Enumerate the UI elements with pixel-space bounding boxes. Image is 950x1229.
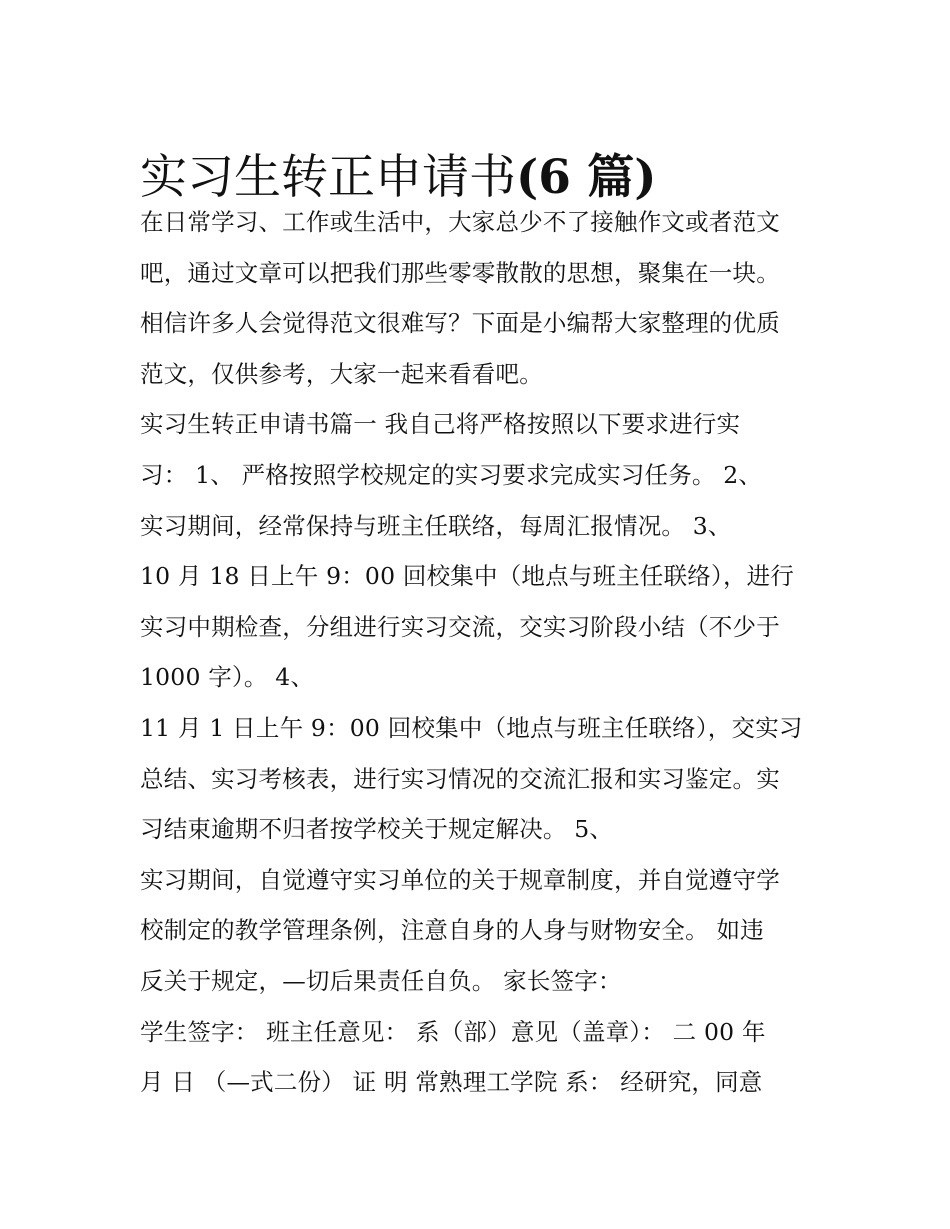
body-line: 1000 字）。 4、 [140,663,315,692]
body-line: 实习期间，自觉遵守实习单位的关于规章制度，并自觉遵守学 [140,865,780,894]
body-line: 11 月 1 日上午 9：00 回校集中（地点与班主任联络），交实习 [140,713,803,742]
body-line: 实习生转正申请书篇一 我自己将严格按照以下要求进行实 [140,410,741,439]
body-line: 反关于规定，—切后果责任自负。 家长签字： [140,966,622,995]
body-line: 实习中期检查，分组进行实习交流，交实习阶段小结（不少于 [140,612,780,641]
body-line: 总结、实习考核表，进行实习情况的交流汇报和实习鉴定。实 [140,764,780,793]
body-line: 月 日 （—式二份） 证 明 常熟理工学院 系： 经研究，同意 [140,1068,763,1097]
body-line: 习结束逾期不归者按学校关于规定解决。 5、 [140,815,614,844]
body-line: 实习期间，经常保持与班主任联络，每周汇报情况。 3、 [140,511,732,540]
body-line: 相信许多人会觉得范文很难写？下面是小编帮大家整理的优质 [140,309,780,338]
body-line: 学生签字： 班主任意见： 系（部）意见（盖章）： 二 00 年 [140,1017,766,1046]
document-body [140,197,820,1108]
document-title-count: (6 篇) [516,150,657,206]
body-line: 在日常学习、工作或生活中，大家总少不了接触作文或者范文 [140,208,780,236]
document-title-text: 实习生转正申请书 [140,150,516,206]
body-line: 范文，仅供参考，大家一起来看看吧。 [140,359,543,388]
body-line: 10 月 18 日上午 9：00 回校集中（地点与班主任联络），进行 [140,562,795,591]
body-line: 习： 1、 严格按照学校规定的实习要求完成实习任务。 2、 [140,460,763,489]
body-line: 校制定的教学管理条例，注意自身的人身与财物安全。 如违 [140,916,764,945]
body-line: 吧，通过文章可以把我们那些零零散散的思想，聚集在一块。 [140,258,780,287]
